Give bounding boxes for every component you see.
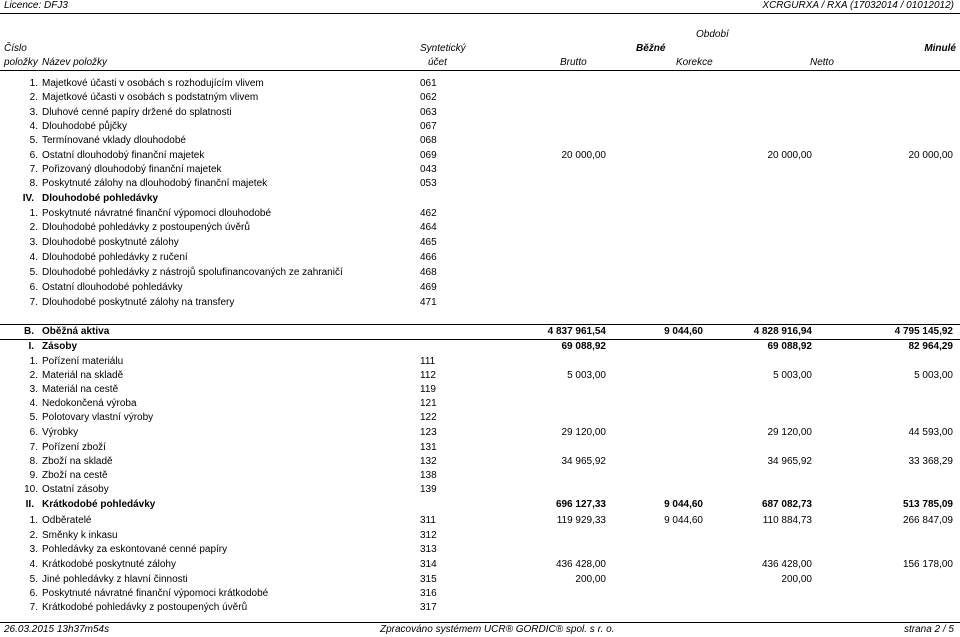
row-number: 1. (29, 78, 38, 89)
row-number: 3. (29, 544, 38, 555)
footer-divider (0, 622, 960, 623)
row-brutto: 5 003,00 (567, 370, 606, 381)
header-korekce: Korekce (676, 57, 713, 68)
table-row (0, 236, 960, 250)
row-netto: 4 828 916,94 (753, 326, 812, 337)
row-name: Oběžná aktiva (42, 326, 110, 337)
row-account: 053 (420, 178, 437, 189)
row-account: 119 (420, 384, 436, 395)
row-number: 4. (29, 252, 38, 263)
table-row (0, 207, 960, 221)
row-name: Dlouhodobé poskytnuté zálohy na transfery (42, 297, 235, 308)
row-account: 471 (420, 297, 437, 308)
row-number: 6. (29, 427, 38, 438)
row-netto: 69 088,92 (767, 341, 812, 352)
licence-label: Licence: DFJ3 (4, 0, 68, 11)
row-netto: 5 003,00 (773, 370, 812, 381)
row-brutto: 69 088,92 (561, 341, 606, 352)
row-name: Pořízení zboží (42, 442, 106, 453)
row-number: 6. (29, 282, 38, 293)
row-account: 469 (420, 282, 437, 293)
table-row (0, 397, 960, 411)
row-number: 8. (29, 456, 38, 467)
row-account: 067 (420, 121, 437, 132)
row-account: 131 (420, 442, 437, 453)
row-number: 2. (29, 370, 38, 381)
header-netto: Netto (810, 57, 834, 68)
row-name: Krátkodobé pohledávky (42, 499, 156, 510)
table-row (0, 573, 960, 587)
header-synteticky: Syntetický (420, 43, 466, 54)
row-netto: 687 082,73 (761, 499, 812, 510)
row-minule: 44 593,00 (908, 427, 953, 438)
row-account: 317 (420, 602, 437, 613)
row-name: Ostatní dlouhodobý finanční majetek (42, 150, 205, 161)
row-account: 468 (420, 267, 437, 278)
row-account: 068 (420, 135, 437, 146)
row-account: 315 (420, 574, 437, 585)
row-netto: 29 120,00 (767, 427, 812, 438)
row-number: 6. (29, 588, 38, 599)
row-name: Dlouhodobé pohledávky z postoupených úvěrů (42, 222, 250, 233)
row-minule: 82 964,29 (908, 341, 953, 352)
row-name: Zásoby (42, 341, 78, 352)
row-name: Termínované vklady dlouhodobé (42, 135, 186, 146)
row-brutto: 20 000,00 (561, 150, 606, 161)
row-name: Krátkodobé poskytnuté zálohy (42, 559, 176, 570)
table-row (0, 163, 960, 177)
table-row (0, 120, 960, 134)
row-number: 4. (29, 121, 38, 132)
table-row (0, 149, 960, 163)
row-brutto: 436 428,00 (555, 559, 606, 570)
row-name: Majetkové účasti v osobách s podstatným vlivem (42, 92, 259, 103)
row-name: Zboží na cestě (42, 470, 108, 481)
row-name: Dlouhodobé pohledávky (42, 193, 159, 204)
row-name: Materiál na skladě (42, 370, 124, 381)
row-minule: 33 368,29 (908, 456, 953, 467)
row-number: IV. (22, 193, 34, 204)
row-name: Dluhové cenné papíry držené do splatnosti (42, 107, 232, 118)
row-brutto: 4 837 961,54 (547, 326, 606, 337)
table-row (0, 369, 960, 383)
row-name: Poskytnuté návratné finanční výpomoci dlouhodobé (42, 208, 272, 219)
table-row (0, 426, 960, 440)
row-account: 314 (420, 559, 437, 570)
row-number: B. (24, 326, 34, 337)
row-account: 312 (420, 530, 437, 541)
row-account: 465 (420, 237, 437, 248)
row-name: Směnky k inkasu (42, 530, 118, 541)
row-number: 5. (29, 574, 38, 585)
report-code: XCRGURXA / RXA (17032014 / 01012012) (762, 0, 954, 11)
table-row (0, 251, 960, 265)
table-row (0, 296, 960, 310)
row-number: 3. (29, 237, 38, 248)
row-name: Odběratelé (42, 515, 92, 526)
row-name: Polotovary vlastní výroby (42, 412, 154, 423)
row-name: Nedokončená výroba (42, 398, 137, 409)
row-name: Krátkodobé pohledávky z postoupených úvěrů (42, 602, 248, 613)
header-divider-top (0, 13, 960, 14)
table-row (0, 221, 960, 235)
table-row (0, 514, 960, 528)
row-minule: 266 847,09 (902, 515, 953, 526)
row-number: 7. (29, 442, 38, 453)
table-group-row (0, 192, 960, 206)
table-row (0, 411, 960, 425)
table-row (0, 106, 960, 120)
table-row (0, 91, 960, 105)
row-name: Výrobky (42, 427, 79, 438)
footer-datetime: 26.03.2015 13h37m54s (4, 624, 110, 635)
row-account: 313 (420, 544, 437, 555)
table-row (0, 601, 960, 615)
row-number: 7. (29, 164, 38, 175)
row-account: 316 (420, 588, 437, 599)
row-name: Zboží na skladě (42, 456, 113, 467)
row-account: 062 (420, 92, 437, 103)
table-row (0, 483, 960, 497)
table-row (0, 558, 960, 572)
row-name: Dlouhodobé pohledávky z nástrojů spolufinancovaných ze zahraničí (42, 267, 343, 278)
row-name: Dlouhodobé půjčky (42, 121, 128, 132)
row-name: Poskytnuté návratné finanční výpomoci krátkodobé (42, 588, 269, 599)
table-row (0, 177, 960, 191)
table-row (0, 134, 960, 148)
row-account: 462 (420, 208, 437, 219)
table-row (0, 383, 960, 397)
row-account: 061 (420, 78, 437, 89)
row-brutto: 119 929,33 (556, 515, 606, 526)
table-row (0, 281, 960, 295)
table-group-row (0, 340, 960, 354)
row-account: 121 (420, 398, 437, 409)
footer-system: Zpracováno systémem UCR® GORDIC® spol. s r. o. (380, 624, 615, 635)
row-number: 2. (29, 530, 38, 541)
row-account: 043 (420, 164, 437, 175)
row-account: 122 (420, 412, 437, 423)
row-number: 4. (29, 559, 38, 570)
row-brutto: 34 965,92 (561, 456, 606, 467)
header-divider-bottom (0, 70, 960, 71)
row-number: 1. (29, 515, 38, 526)
row-name: Pohledávky za eskontované cenné papíry (42, 544, 228, 555)
row-name: Pořízení materiálu (42, 356, 124, 367)
row-netto: 20 000,00 (767, 150, 812, 161)
row-name: Ostatní zásoby (42, 484, 109, 495)
table-row (0, 587, 960, 601)
row-account: 112 (420, 370, 436, 381)
row-number: 7. (29, 297, 38, 308)
row-account: 069 (420, 150, 437, 161)
table-row (0, 543, 960, 557)
row-name: Materiál na cestě (42, 384, 119, 395)
row-number: 1. (29, 208, 38, 219)
row-netto: 110 884,73 (762, 515, 812, 526)
row-korekce: 9 044,60 (664, 499, 703, 510)
row-account: 466 (420, 252, 437, 263)
row-number: 6. (29, 150, 38, 161)
row-number: 3. (29, 107, 38, 118)
row-netto: 34 965,92 (767, 456, 812, 467)
row-account: 139 (420, 484, 437, 495)
row-number: II. (25, 499, 34, 510)
row-number: 9. (29, 470, 38, 481)
table-row (0, 355, 960, 369)
header-polozky: položky (4, 57, 38, 68)
row-brutto: 200,00 (575, 574, 606, 585)
row-number: 4. (29, 398, 38, 409)
row-minule: 4 795 145,92 (894, 326, 953, 337)
table-row (0, 441, 960, 455)
table-group-row (0, 325, 960, 339)
header-bezne: Běžné (636, 43, 666, 54)
row-korekce: 9 044,60 (664, 515, 703, 526)
row-name: Majetkové účasti v osobách s rozhodujícím vlivem (42, 78, 264, 89)
row-name: Dlouhodobé poskytnuté zálohy (42, 237, 179, 248)
header-ucet: účet (428, 57, 447, 68)
row-account: 311 (420, 515, 436, 526)
table-row (0, 455, 960, 469)
row-number: 3. (29, 384, 38, 395)
section-divider-top (0, 324, 960, 325)
row-korekce: 9 044,60 (664, 326, 703, 337)
row-number: 10. (24, 484, 38, 495)
row-netto: 436 428,00 (761, 559, 812, 570)
row-name: Dlouhodobé pohledávky z ručení (42, 252, 188, 263)
row-name: Pořizovaný dlouhodobý finanční majetek (42, 164, 222, 175)
row-minule: 20 000,00 (908, 150, 953, 161)
table-group-row (0, 498, 960, 512)
header-minule: Minulé (924, 43, 956, 54)
header-obdobi: Období (696, 29, 729, 40)
row-name: Jiné pohledávky z hlavní činnosti (42, 574, 188, 585)
row-minule: 156 178,00 (902, 559, 953, 570)
table-row (0, 529, 960, 543)
row-minule: 5 003,00 (914, 370, 953, 381)
header-nazev: Název položky (42, 57, 108, 68)
row-account: 063 (420, 107, 437, 118)
table-row (0, 77, 960, 91)
row-account: 132 (420, 456, 437, 467)
row-number: 2. (29, 222, 38, 233)
row-netto: 200,00 (781, 574, 812, 585)
table-row (0, 469, 960, 483)
row-name: Poskytnuté zálohy na dlouhodobý finanční majetek (42, 178, 268, 189)
header-brutto: Brutto (560, 57, 587, 68)
row-number: 2. (29, 92, 38, 103)
row-number: 5. (29, 412, 38, 423)
row-minule: 513 785,09 (902, 499, 953, 510)
row-account: 111 (420, 356, 436, 367)
row-account: 123 (420, 427, 437, 438)
row-number: 5. (29, 135, 38, 146)
row-account: 464 (420, 222, 437, 233)
header-cislo: Číslo (4, 43, 27, 54)
row-brutto: 29 120,00 (561, 427, 606, 438)
row-number: I. (28, 341, 34, 352)
row-number: 7. (29, 602, 38, 613)
row-number: 5. (29, 267, 38, 278)
table-row (0, 266, 960, 280)
row-account: 138 (420, 470, 437, 481)
row-name: Ostatní dlouhodobé pohledávky (42, 282, 183, 293)
footer-page: strana 2 / 5 (903, 624, 954, 635)
row-number: 1. (29, 356, 38, 367)
row-number: 8. (29, 178, 38, 189)
row-brutto: 696 127,33 (555, 499, 606, 510)
